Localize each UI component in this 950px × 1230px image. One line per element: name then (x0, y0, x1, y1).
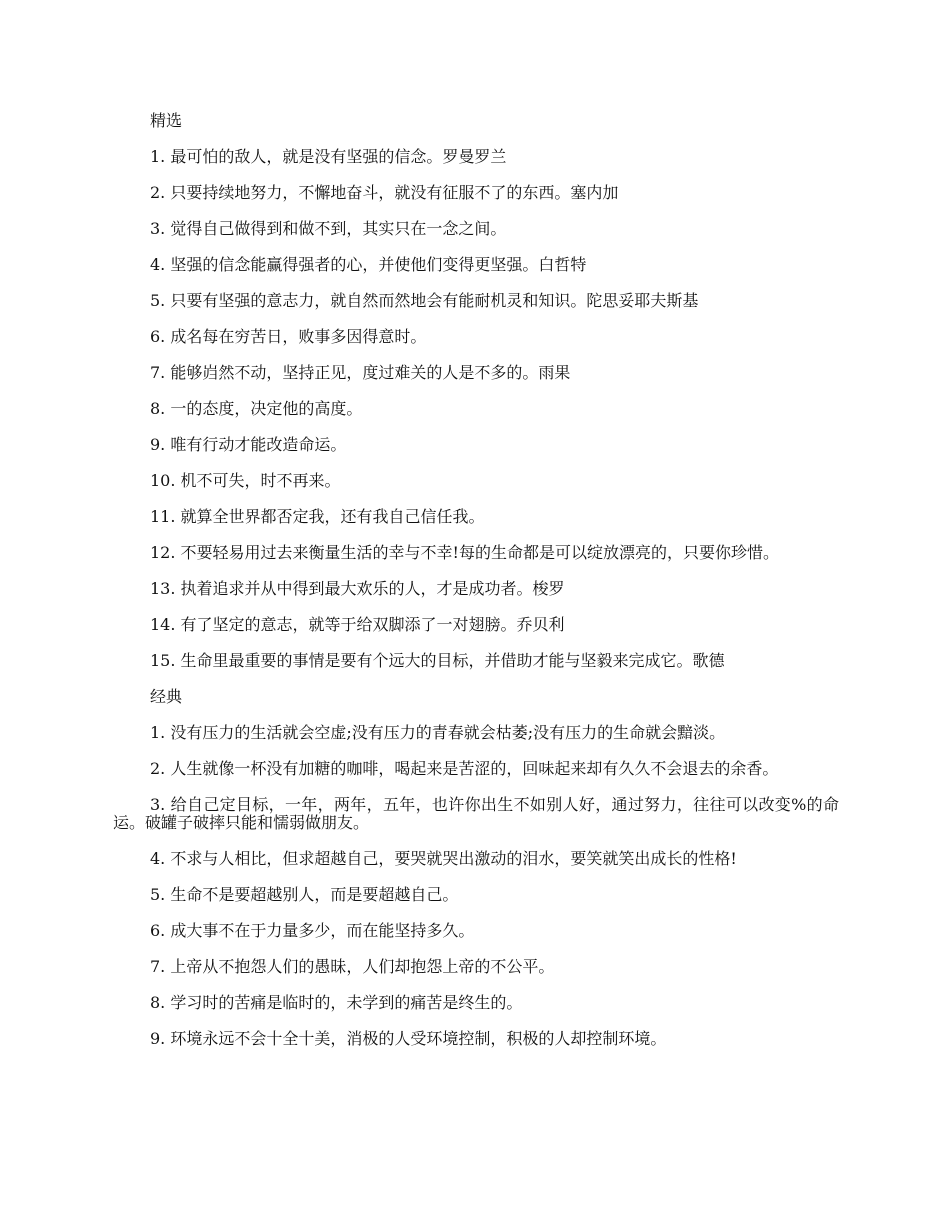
document-page (113, 112, 839, 1066)
quote-item: 13. 执着追求并从中得到最大欢乐的人，才是成功者。梭罗 (150, 579, 565, 598)
quote-item: 5. 只要有坚强的意志力，就自然而然地会有能耐机灵和知识。陀思妥耶夫斯基 (150, 291, 699, 310)
quote-item: 11. 就算全世界都否定我，还有我自己信任我。 (150, 507, 485, 526)
quote-item: 8. 学习时的苦痛是临时的，未学到的痛苦是终生的。 (150, 993, 523, 1012)
section-heading-jingxuan: 精选 (150, 111, 183, 130)
quote-item: 12. 不要轻易用过去来衡量生活的幸与不幸!每的生命都是可以绽放漂亮的，只要你珍惜。 (150, 543, 779, 562)
quote-item: 15. 生命里最重要的事情是要有个远大的目标，并借助才能与坚毅来完成它。歌德 (150, 651, 725, 670)
quote-item: 6. 成名每在穷苦日，败事多因得意时。 (150, 327, 427, 346)
quote-item: 7. 能够岿然不动，坚持正见，度过难关的人是不多的。雨果 (150, 363, 571, 382)
quote-item: 10. 机不可失，时不再来。 (150, 471, 341, 490)
quote-item: 3. 给自己定目标，一年，两年，五年，也许你出生不如别人好，通过努力，往往可以改变%的命运。破罐子破摔只能和懦弱做朋友。 (113, 795, 839, 832)
quote-item: 14. 有了坚定的意志，就等于给双脚添了一对翅膀。乔贝利 (150, 615, 565, 634)
quote-item: 8. 一的态度，决定他的高度。 (150, 399, 363, 418)
quote-item: 9. 唯有行动才能改造命运。 (150, 435, 347, 454)
quote-item: 2. 人生就像一杯没有加糖的咖啡，喝起来是苦涩的，回味起来却有久久不会退去的余香。 (150, 759, 779, 778)
quote-item: 7. 上帝从不抱怨人们的愚昧，人们却抱怨上帝的不公平。 (150, 957, 555, 976)
section-heading-jingdian: 经典 (150, 687, 183, 706)
quote-item: 1. 没有压力的生活就会空虚;没有压力的青春就会枯萎;没有压力的生命就会黯淡。 (150, 723, 726, 742)
quote-item: 9. 环境永远不会十全十美，消极的人受环境控制，积极的人却控制环境。 (150, 1029, 667, 1048)
quote-item: 3. 觉得自己做得到和做不到，其实只在一念之间。 (150, 219, 507, 238)
quote-item: 5. 生命不是要超越别人，而是要超越自己。 (150, 885, 459, 904)
quote-item: 4. 不求与人相比，但求超越自己，要哭就哭出激动的泪水，要笑就笑出成长的性格! (150, 849, 737, 868)
quote-item: 4. 坚强的信念能赢得强者的心，并使他们变得更坚强。白哲特 (150, 255, 587, 274)
quote-item: 1. 最可怕的敌人，就是没有坚强的信念。罗曼罗兰 (150, 147, 507, 166)
quote-item: 6. 成大事不在于力量多少，而在能坚持多久。 (150, 921, 475, 940)
quote-item: 2. 只要持续地努力，不懈地奋斗，就没有征服不了的东西。塞内加 (150, 183, 619, 202)
